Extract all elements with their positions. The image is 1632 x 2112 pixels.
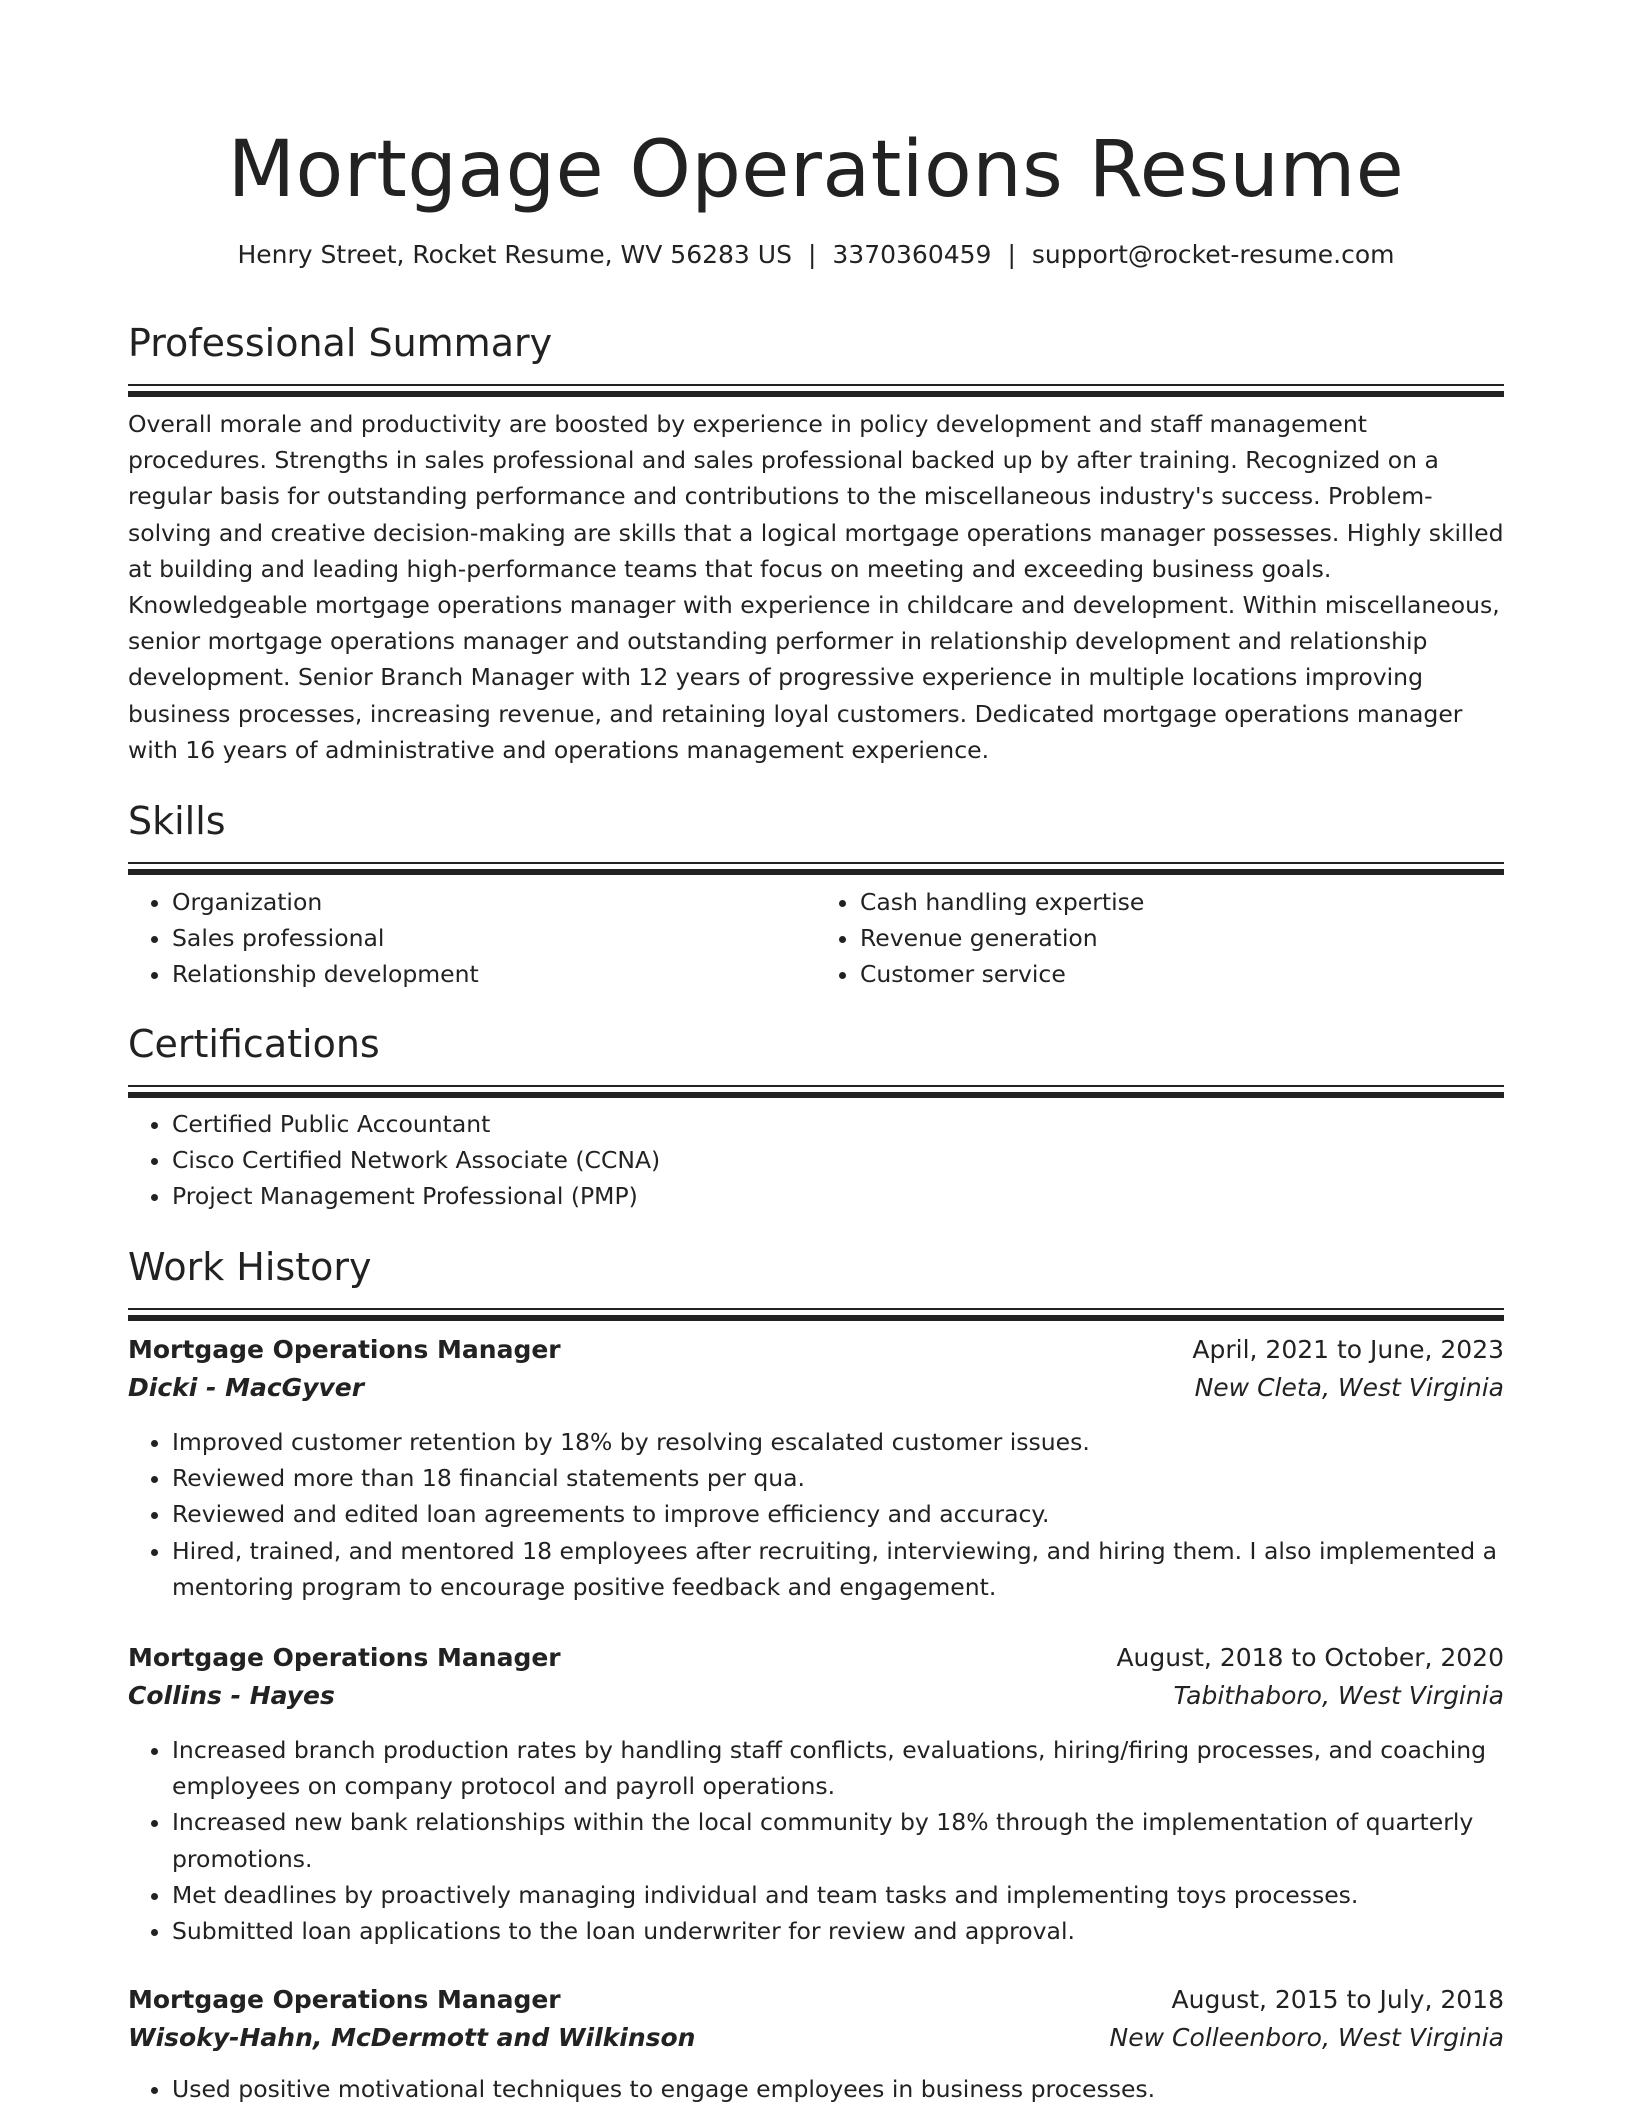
job-bullet: • Used positive motivational techniques to engage employees in business processes.: [172, 2071, 1504, 2107]
job-location: Tabithaboro, West Virginia: [1173, 1681, 1504, 1710]
divider: [128, 1092, 1504, 1098]
skill-item: • Organization: [172, 884, 816, 920]
divider: [128, 862, 1504, 864]
job-bullets: [128, 2071, 1504, 2107]
job-entry: [128, 1639, 1504, 1949]
separator: |: [807, 240, 817, 269]
divider: [128, 1308, 1504, 1310]
divider: [128, 391, 1504, 397]
skills-heading: Skills: [128, 799, 226, 843]
skills-column-right: [816, 884, 1504, 993]
job-title: Mortgage Operations Manager: [128, 1985, 561, 2014]
skills-section-header: [128, 796, 1504, 875]
skill-item: • Relationship development: [172, 956, 816, 992]
job-dates: August, 2018 to October, 2020: [1116, 1643, 1504, 1672]
contact-line: [128, 238, 1504, 272]
job-bullets: [128, 1732, 1504, 1949]
address: Henry Street, Rocket Resume, WV 56283 US: [237, 240, 792, 269]
skill-item: • Sales professional: [172, 920, 816, 956]
certifications-list: [128, 1106, 1504, 1215]
skills-column-left: [128, 884, 816, 993]
job-bullet: • Improved customer retention by 18% by resolving escalated customer issues.: [172, 1424, 1504, 1460]
job-bullet: • Submitted loan applications to the loan underwriter for review and approval.: [172, 1913, 1504, 1949]
summary-section-header: [128, 318, 1504, 397]
phone: 3370360459: [832, 240, 992, 269]
skill-item: • Cash handling expertise: [860, 884, 1504, 920]
job-location: New Colleenboro, West Virginia: [1109, 2023, 1504, 2052]
job-entry: [128, 1331, 1504, 1605]
summary-text: Overall morale and productivity are boosted by experience in policy development and staff management procedures. Strengths in sales professional and sales professional backed up by after training. Recognized on a regular basis for outstanding performance and contributions to the miscellaneous industry's success. Problem-solving and creative decision-making are skills that a logical mortgage operations manager possesses. Highly skilled at building and leading high-performance teams that focus on meeting and exceeding business goals. Knowledgeable mortgage operations manager with experience in childcare and development. Within miscellaneous, senior mortgage operations manager and outstanding performer in relationship development and relationship development. Senior Branch Manager with 12 years of progressive experience in multiple locations improving business processes, increasing revenue, and retaining loyal customers. Dedicated mortgage operations manager with 16 years of administrative and operations management experience.: [128, 410, 1504, 764]
separator: |: [1007, 240, 1016, 269]
job-location: New Cleta, West Virginia: [1194, 1373, 1504, 1402]
job-dates: August, 2015 to July, 2018: [1171, 1985, 1504, 2014]
certification-item: • Certified Public Accountant: [172, 1106, 1504, 1142]
job-title: Mortgage Operations Manager: [128, 1643, 561, 1672]
job-bullet: • Reviewed more than 18 financial statements per qua.: [172, 1460, 1504, 1496]
email-link[interactable]: support@rocket-resume.com: [1031, 240, 1395, 269]
job-bullet: • Hired, trained, and mentored 18 employees after recruiting, interviewing, and hiring them. I also implemented a mentoring program to encourage positive feedback and engagement.: [172, 1533, 1504, 1605]
work-history-heading: Work History: [128, 1245, 372, 1289]
job-bullet: • Increased branch production rates by handling staff conflicts, evaluations, hiring/firing processes, and coaching employees on company protocol and payroll operations.: [172, 1732, 1504, 1804]
certifications-section-header: [128, 1019, 1504, 1098]
certification-item: • Cisco Certified Network Associate (CCNA): [172, 1142, 1504, 1178]
job-bullet: • Reviewed and edited loan agreements to improve efficiency and accuracy.: [172, 1496, 1504, 1532]
skill-item: • Revenue generation: [860, 920, 1504, 956]
company-name: Dicki - MacGyver: [128, 1373, 365, 1402]
company-name: Wisoky-Hahn, McDermott and Wilkinson: [128, 2023, 696, 2052]
work-history-section-header: [128, 1242, 1504, 1321]
divider: [128, 384, 1504, 386]
job-entry: [128, 1981, 1504, 2107]
divider: [128, 1315, 1504, 1321]
job-bullets: [128, 1424, 1504, 1605]
company-name: Collins - Hayes: [128, 1681, 335, 1710]
job-bullet: • Increased new bank relationships within the local community by 18% through the implementation of quarterly promotions.: [172, 1804, 1504, 1876]
summary-heading: Professional Summary: [128, 321, 553, 365]
divider: [128, 1085, 1504, 1087]
certification-item: • Project Management Professional (PMP): [172, 1178, 1504, 1214]
job-dates: April, 2021 to June, 2023: [1192, 1335, 1504, 1364]
resume-title: Mortgage Operations Resume: [227, 125, 1405, 215]
job-bullet: • Met deadlines by proactively managing individual and team tasks and implementing toys processes.: [172, 1877, 1504, 1913]
job-title: Mortgage Operations Manager: [128, 1335, 561, 1364]
skill-item: • Customer service: [860, 956, 1504, 992]
divider: [128, 869, 1504, 875]
skills-list: [128, 884, 1504, 993]
certifications-heading: Certifications: [128, 1022, 380, 1066]
